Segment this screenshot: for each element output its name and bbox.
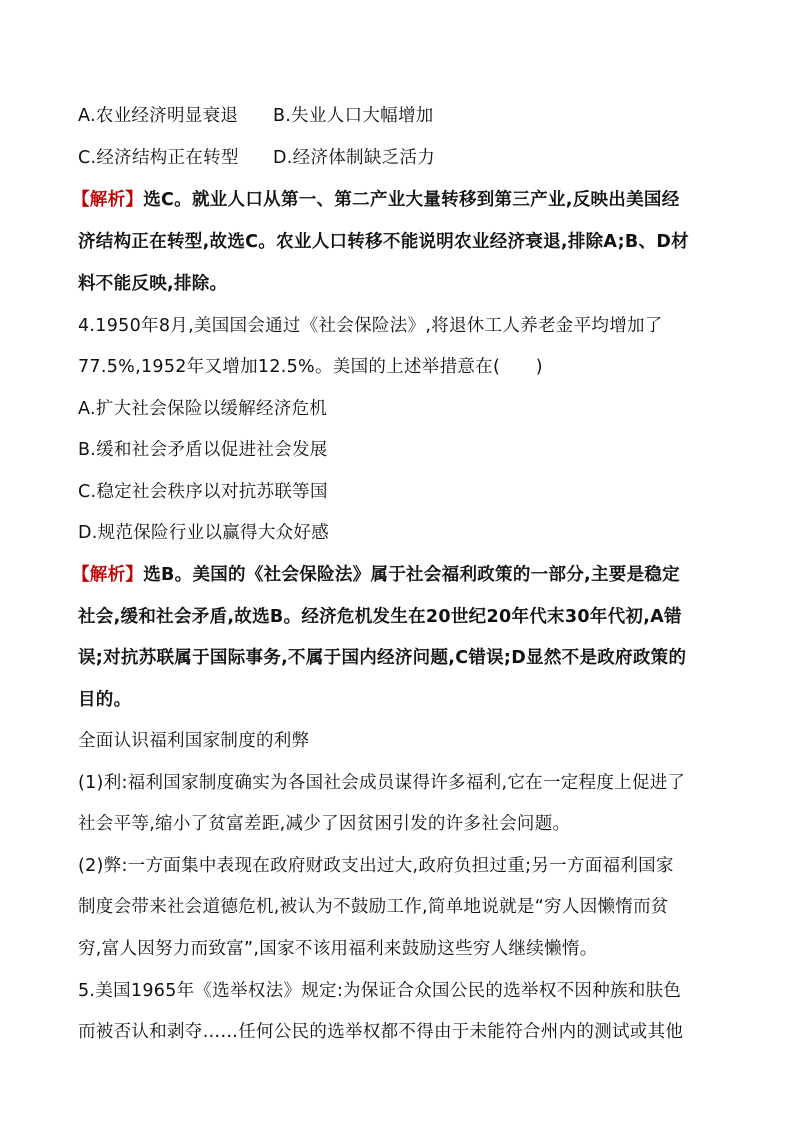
option-a: A.农业经济明显衰退 [78,106,239,126]
q4-analysis-line-1: 【解析】选B。美国的《社会保险法》属于社会福利政策的一部分,主要是稳定 [72,565,680,585]
q4-stem-line-2: 77.5%,1952年又增加12.5%。美国的上述举措意在( ) [78,357,543,377]
knowledge-p2-line-2: 制度会带来社会道德危机,被认为不鼓励工作,简单地说就是“穷人因懒惰而贫 [78,897,669,917]
option-b: B.失业人口大幅增加 [273,106,434,126]
q4-analysis-line-3: 误;对抗苏联属于国际事务,不属于国内经济问题,C错误;D显然不是政府政策的 [78,648,687,668]
q5-stem-line-2: 而被否认和剥夺……任何公民的选举权都不得由于未能符合州内的测试或其他 [78,1022,684,1042]
q4-option-a: A.扩大社会保险以缓解经济危机 [78,399,328,419]
knowledge-p2-line-3: 穷,富人因努力而致富”,国家不该用福利来鼓励这些穷人继续懒惰。 [78,939,598,959]
q4-option-b: B.缓和社会矛盾以促进社会发展 [78,440,328,460]
analysis-label: 【解析】 [72,190,144,210]
knowledge-title: 全面认识福利国家制度的利弊 [78,731,310,751]
q4-analysis-line-2: 社会,缓和社会矛盾,故选B。经济危机发生在20世纪20年代末30年代初,A错 [78,607,682,627]
q3-analysis-line-3: 料不能反映,排除。 [78,274,228,294]
q4-analysis-line-4: 目的。 [78,690,132,710]
analysis-label: 【解析】 [72,565,144,585]
options-row-ab [78,104,434,128]
option-d: D.经济体制缺乏活力 [273,148,436,168]
q4-option-d: D.规范保险行业以赢得大众好感 [78,523,330,543]
knowledge-p1-line-2: 社会平等,缩小了贫富差距,减少了因贫困引发的许多社会问题。 [78,814,571,834]
q4-stem-line-1: 4.1950年8月,美国国会通过《社会保险法》,将退休工人养老金平均增加了 [78,316,663,336]
options-row-cd [78,146,436,170]
knowledge-p1-line-1: (1)利:福利国家制度确实为各国社会成员谋得许多福利,它在一定程度上促进了 [78,773,686,793]
option-c: C.经济结构正在转型 [78,148,239,168]
q4-option-c: C.稳定社会秩序以对抗苏联等国 [78,482,328,502]
q3-analysis-line-2: 济结构正在转型,故选C。农业人口转移不能说明农业经济衰退,排除A;B、D材 [78,232,689,252]
q3-analysis-line-1: 【解析】选C。就业人口从第一、第二产业大量转移到第三产业,反映出美国经 [72,190,680,210]
knowledge-p2-line-1: (2)弊:一方面集中表现在政府财政支出过大,政府负担过重;另一方面福利国家 [78,856,674,876]
q5-stem-line-1: 5.美国1965年《选举权法》规定:为保证合众国公民的选举权不因种族和肤色 [78,981,682,1001]
